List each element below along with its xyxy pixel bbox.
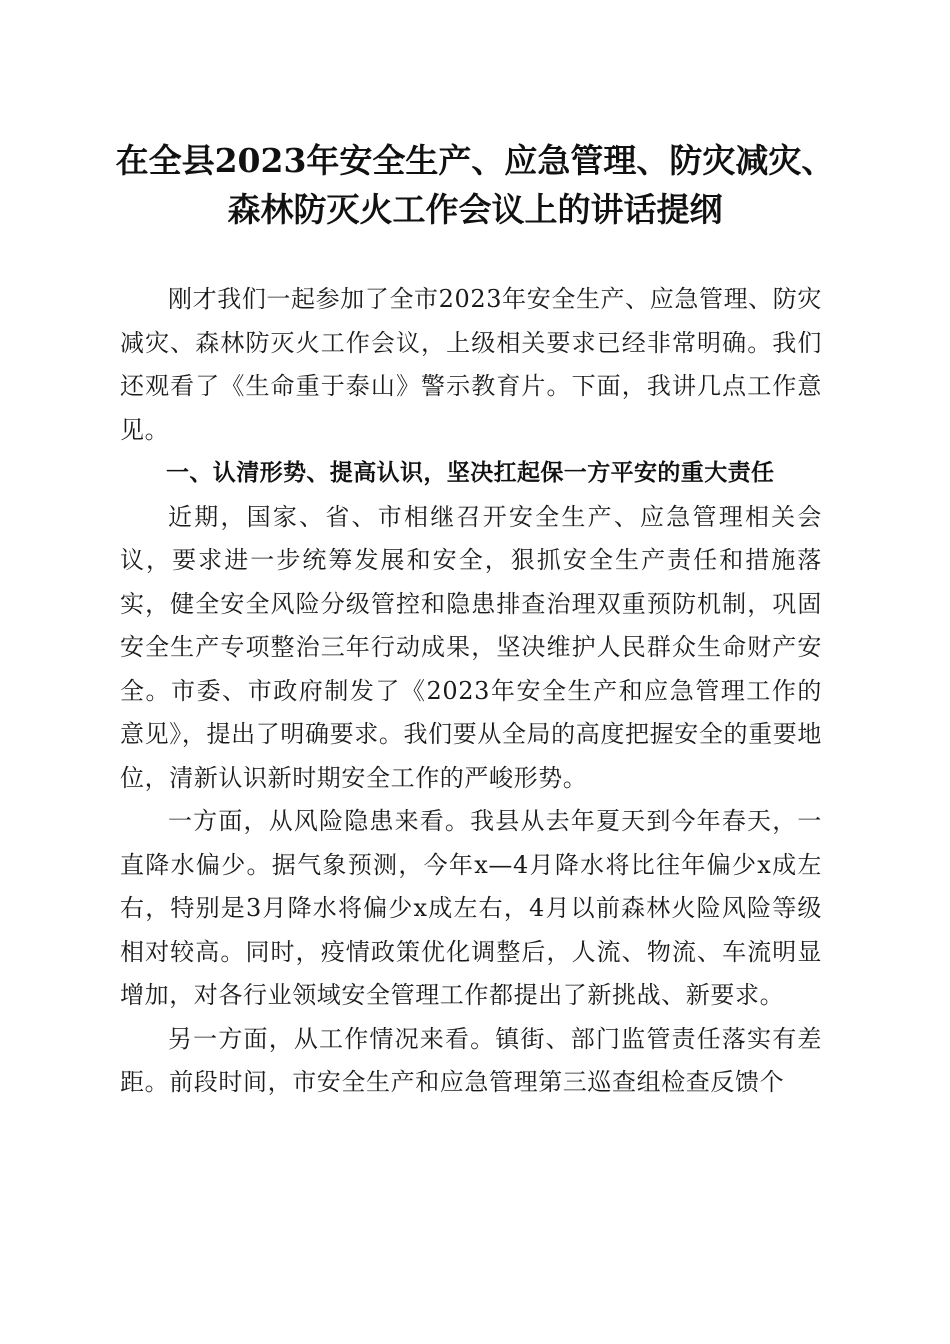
body-paragraph: 另一方面，从工作情况来看。镇街、部门监管责任落实有差距。前段时间，市安全生产和应急管理第三巡查组检查反馈个 (120, 1024, 822, 1096)
body-paragraph: 一方面，从风险隐患来看。我县从去年夏天到今年春天，一直降水偏少。据气象预测，今年x—4月降水将比往年偏少x成左右，特别是3月降水将偏少x成左右，4月以前森林火险风险等级相对较高。同时，疫情政策优化调整后，人流、物流、车流明显增加，对各行业领域安全管理工作都提出了新挑战、新要求。 (120, 807, 822, 1009)
intro-paragraph: 刚才我们一起参加了全市2023年安全生产、应急管理、防灾减灾、森林防灭火工作会议，上级相关要求已经非常明确。我们还观看了《生命重于泰山》警示教育片。下面，我讲几点工作意见。 (120, 285, 822, 444)
document-title: 在全县2023年安全生产、应急管理、防灾减灾、森林防灭火工作会议上的讲话提纲 (115, 141, 835, 229)
body-paragraph: 近期，国家、省、市相继召开安全生产、应急管理相关会议，要求进一步统筹发展和安全，狠抓安全生产责任和措施落实，健全安全风险分级管控和隐患排查治理双重预防机制，巩固安全生产专项整治三年行动成果，坚决维护人民群众生命财产安全。市委、市政府制发了《2023年安全生产和应急管理工作的意见》，提出了明确要求。我们要从全局的高度把握安全的重要地位，清新认识新时期安全工作的严峻形势。 (120, 502, 822, 792)
document-body (120, 278, 822, 1105)
section-heading: 一、认清形势、提高认识，坚决扛起保一方平安的重大责任 (166, 460, 775, 486)
